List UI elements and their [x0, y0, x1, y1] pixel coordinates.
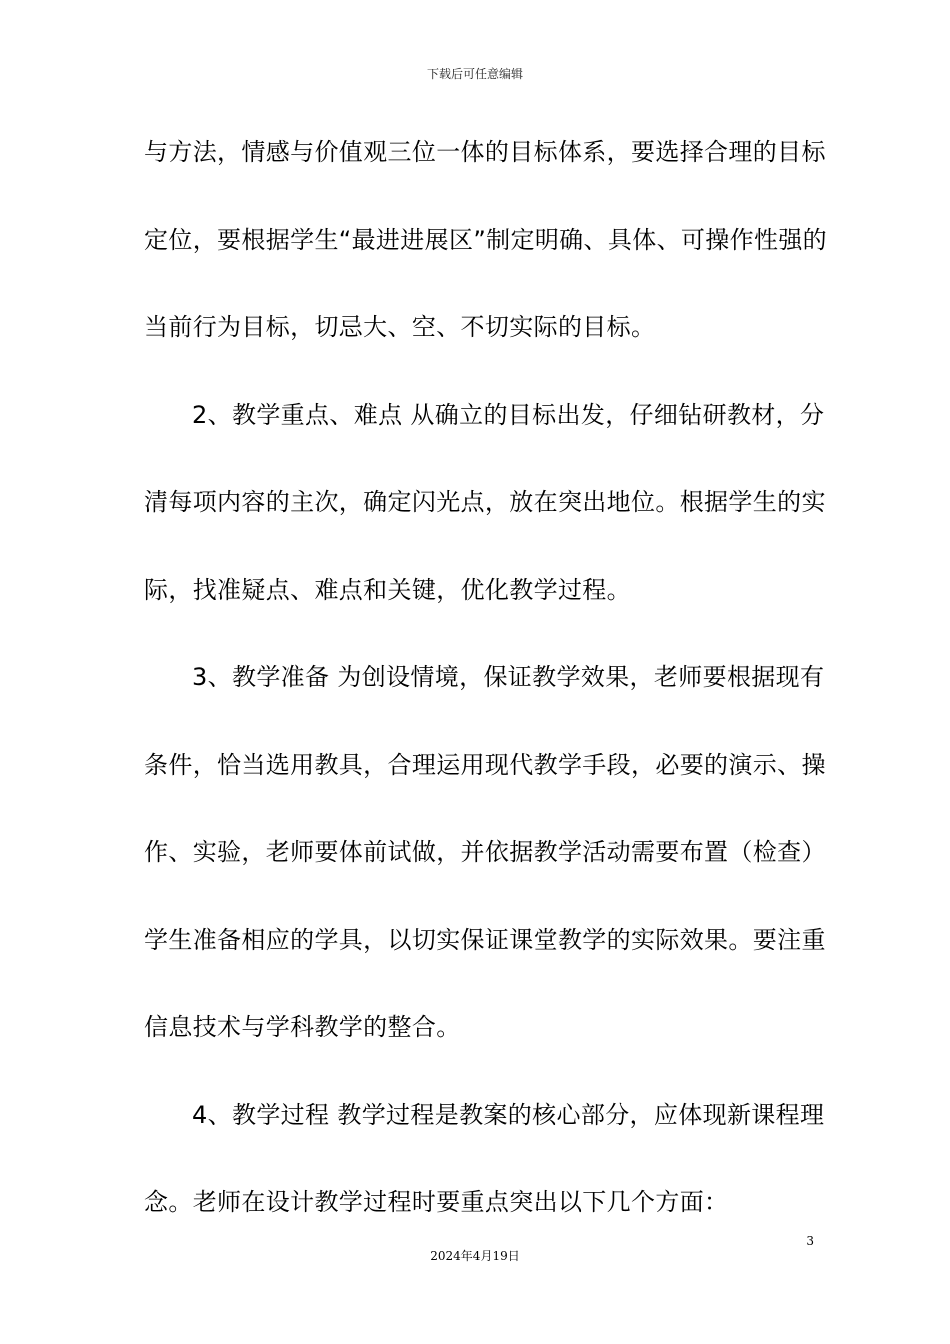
paragraph-line: 定位，要根据学生“最进进展区”制定明确、具体、可操作性强的: [144, 225, 828, 254]
paragraph-line: 与方法，情感与价值观三位一体的目标体系，要选择合理的目标: [144, 138, 826, 166]
paragraph-line: 作、实验，老师要体前试做，并依据教学活动需要布置（检查）: [144, 838, 826, 866]
paragraph-line: 条件，恰当选用教具，合理运用现代教学手段，必要的演示、操: [144, 750, 826, 779]
paragraph-line: 当前行为目标，切忌大、空、不切实际的目标。: [144, 313, 656, 341]
footer-date: 2024年4月19日: [430, 1249, 520, 1263]
paragraph-line: 清每项内容的主次，确定闪光点，放在突出地位。根据学生的实: [144, 488, 826, 516]
paragraph-line-indented: 4、教学过程 教学过程是教案的核心部分，应体现新课程理: [192, 1100, 825, 1129]
document-body: [144, 130, 828, 1268]
page-number: 3: [806, 1234, 814, 1248]
page-header: 下载后可任意编辑: [426, 67, 523, 81]
paragraph-line-indented: 3、教学准备 为创设情境，保证教学效果，老师要根据现有: [192, 663, 825, 691]
paragraph-line: 信息技术与学科教学的整合。: [144, 1013, 461, 1041]
paragraph-line: 学生准备相应的学具，以切实保证课堂教学的实际效果。要注重: [144, 925, 826, 954]
paragraph-line-indented: 2、教学重点、难点 从确立的目标出发，仔细钻研教材，分: [192, 400, 825, 429]
paragraph-line: 际，找准疑点、难点和关键，优化教学过程。: [144, 575, 631, 604]
paragraph-line: 念。老师在设计教学过程时要重点突出以下几个方面：: [144, 1188, 729, 1216]
